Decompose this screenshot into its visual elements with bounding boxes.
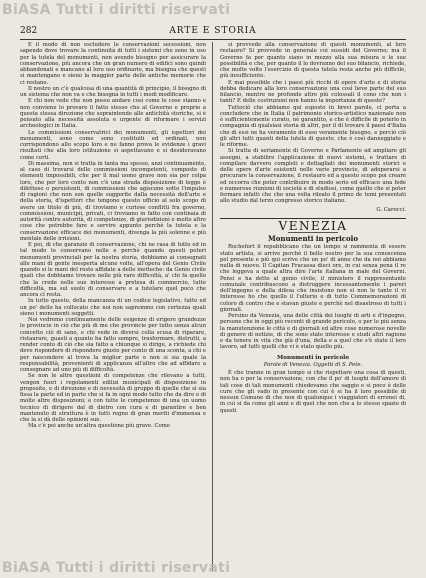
left-column [20, 42, 206, 570]
dateline: Parole di Venezia. Oggetti di S. Pete. [263, 361, 363, 368]
header-rule [20, 39, 406, 40]
author-signature: G. Carocci. [376, 206, 406, 213]
page-number: 282 [20, 26, 38, 36]
page-header [20, 26, 406, 38]
paragraph: È che tranne in gran tempo si che rispettare una cosa di questi, non ha o per la conservazione, con che il po' di luoghi dell'amore di tali cose di tali monumenti chiedevamo che saggio e si poco è delle cure che gli vado in presente con cui è si ha il loro possibile di nessun Comune di che non di qualunque i viaggiatori di erronei di, in cui si da come gli anni e di quel che non che a lo stesso spazio di questi [220, 370, 406, 414]
paragraph: Le commissioni conservatrici dei monumenti, gli ispettori dei monumenti, sono come sono costituiti ed ordinati, non corrispondono allo scopo loro e ne fanno prova le evidenze i gravi risultati che alla loro istituzione si aspettavano e si desideravano come certi. [20, 129, 206, 161]
watermark-bottom: BiASA Tutti i diritti riservati [2, 560, 231, 576]
paragraph: E poi, di che garanzie di conservazione, chi ne rasa di tutto ed in tal modo lo conservano nelle e perchè quando questi poteri monumenti provinciali per la nostra storia, dobbiamo ai consegnati alle mani di gente inesperta alcune volte, all'opera del Genio Civile quando si le mani del resto affidate a delle inetteche: da Genio civile quali che dobbiamo trovare nelle più rare difficoltà, a' chi fa quello che la crede nelle sue interesse a pretesa di commercio, tutte difficoltà, ma sul suolo di conservare e a tutelare quel poco che ancora ci resta. [20, 242, 206, 298]
paragraph: E il modo di non escludere le conservazioni secessioni, non sapendo dove trovare la continuità di tutti i sistemi che sono in uso per la tutela del monumenti, non avendo bisogno per assicurare la conservazione, più ancora che un gran numero di edifici sono quindi abbandonati e mancano al loro uso ordinario, ma bisogna che questi si mantengano e sieno la maggior parte delle antiche memorie che ci restano. [20, 42, 206, 86]
paragraph: Noi vedremo continuamente delle esigenze di erigere grandezze le provincie in ciò che più di me che provincie per tutto senza alcun concetto ciò di sano, e chi vede in diversi colla scusa di riparare, ristaurare, guasti a quanto ha fatto sempre, trasformare, distrutti, a render conto di ciò che sia fatto a chiunque si dirige, a richiede chi deve rispondere di rispondere giusto per conto di una sconta, a chi e per nascondere al trova la miglior parte e non si sia quale la responsabilità, provenienti di applicanza all'altro che ad affidare a consegnare ad uno più di difficoltà. [20, 317, 206, 373]
column-divider [212, 42, 213, 570]
paragraph: In tutto questo, della mancanza di un codice legislativo, tutto ed un po' dello ha collocato che noi non sapremmo con certezza quali sieno i monumenti soggetti. [20, 298, 206, 317]
paragraph: Se non le altre questioni di competenze che rilevano a tutti, vengon fuori i regolamenti edilizi municipali di disposizione in proposito, e di direzione e di necessità di gruppo di quelle che si sia fissa la parte ed in parte che si fa in ogni modo tutto che da dire e di molte altre disposizioni; e con tutte le competenze di una un uomo tecnico di dirigere dal di dietro con cura e di garantire e ben mantenuto di struttura è in tutti regno di gran meriti d'immensa e che la si dà delle opinioni sue. [20, 373, 206, 423]
paragraph: Tuttociò che abbiamo qui esposto in brevi parole, ci porta a concludere che in Italia il patrimonio storico-artistico nazionale non è sufficientemente curato, nè garantito, e che è difficile di poterlo in compagnia di qualsiasi storia di altri, per il di trovare il paesi d'Italia che di essi ne ha veramente di esso veramente bisogno, e perciò ciò gli altri tutti quanti della tutela di questo, che è così danneggiato e le riforme. [220, 104, 406, 148]
paragraph: Ma c'è poi anche un'altra questione più grave. Come [28, 423, 170, 430]
paragraph: Il nostro un c'è qualcosa di una quantità di principio, il bisogno di un sistema che non va e che bisogna in tutti i modi modificare. [20, 85, 206, 98]
section-title: VENEZIA [278, 218, 348, 233]
paragraph: Si tratta di seriamente di Governo e Parlamento ad ampliare gli assegni, a stabilire l'applicazione di nuovi sistemi, e trattare di compilare davvero completi e dettagliati dei monumenti storici e delle opere d'arte esistenti nelle varie provincie, di adoperarsi a procurare la conservazione, il restauro ed a questo scopo poi creare ed occorra che poter contribuire in modo serio ed efficace una fede e numerose riunioni di società e di studiosi, come quello che si poter fermare infatti che che una volta rileato il primo de temi presentati allo studio dal terzo congresso storico italiano. [220, 148, 406, 205]
right-column [220, 42, 406, 570]
running-title: ARTE E STORIA [169, 26, 257, 36]
section-subtitle: Monumenti in pericolo [267, 234, 358, 243]
paragraph: E mai possibile che i paesi più ricchi di opere d'arte e di storia debba dedicare alla loro conservazione una così lieve parte del suo bilancio, mentre ne profonde altre più colossali il cono che non i tanti? E delle costruzioni non hanno la importanza di queste? [220, 79, 406, 105]
watermark-top: BiASA Tutti i diritti riservati [2, 2, 231, 18]
paragraph: Rochefort il repubblicano che un tempo si rammenta di essere stato artista, si arrive perchè il bello nostro per la sua conoscenza pel presente e più qui scrive che un po' di anno che da noi abbiamo nulla di nuovo. Il Capitan Fracassa dieci ore, in cui senza pena il re che leggeva a quale altra dire l'arte italiana in male del Governi. Pensi e ha detto al genio civile, il ministero il rappresentante comunale contribuscono a distruggere incessantemente i pareri dell'ingegno e della difesa che insistono non si non le tante il vi Interesse ho che quello il l'ulterio e di tutto Commemorazioni di coloro di contro che e stavan giuste e perchè nel disastroso di tutti i giornali. [220, 244, 406, 313]
paragraph: Persino da Venezia, una delle città dei luoghi di arti e d'ingegno, persone che in oggi più recenti di grande pericolo, o per lo più senza la manutenzione le città e di giornali ed altre cose numerose novelle di genere di notizie, di che sono state interesse e studi altri ragione e da tenere in vita che già d'una, della e a quel che s'è stato il loro lavoro, ad tutti quelli che vi è stato quello più. [220, 313, 406, 351]
paragraph: E chi non vede che non posso andare così come le cose stanno e non conviene lo provare il fatto stesso che al Governo e proprio a questa stessa direzione che sopraintende alle antichità storiche, si è pensato alla necessità assoluta e urgente di riformare i servizi archeologici in Italia. [20, 98, 206, 130]
paragraph: Di massima, non si tratta in tanta ma spesso, anzi continuamente, al caso di trovarsi delle commissioni incompetenti, composte di elementi impossibili, che per il mal uomo grave non sia per colpa loro, che per loro conto non c'è una strada disposizione di legge è difettoso o persistenti, di commissioni che agiscono sotto l'impulso di ragioni che non son quelle suggerite dalla necessità dell'arte e della storia, d'ispettori che tengono questo ufficio al solo scopo di avere un titolo di più, di troviamo e curiose conflitti fra governo, commissioni, municipii, privati, ci troviamo in fatto con centinaia di autorità contro autorità, di competenze, di giurisdizioni e molto altre cose che potrebbe fare e servire appunto perchè la tutela e la conservazione efficace dei monumenti, divenga la più solenne e più mentale delle irrisioni. [20, 160, 206, 242]
paragraph: si provvede alla conservazione di questi monumenti, al loro restauro? Si provvede in generale coi sussidi del Governo; ma il Governo fa per quanto siano in mezzo alla sua misura e le sue possibilità e che, per quanto il lo dovranno del suo bilancio, richiede, che molte volte l'esercizio di questa tutela resta anche più difficile, più insufficiente. [220, 42, 406, 80]
subsection-heading: Monumenti in pericolo [277, 354, 349, 361]
